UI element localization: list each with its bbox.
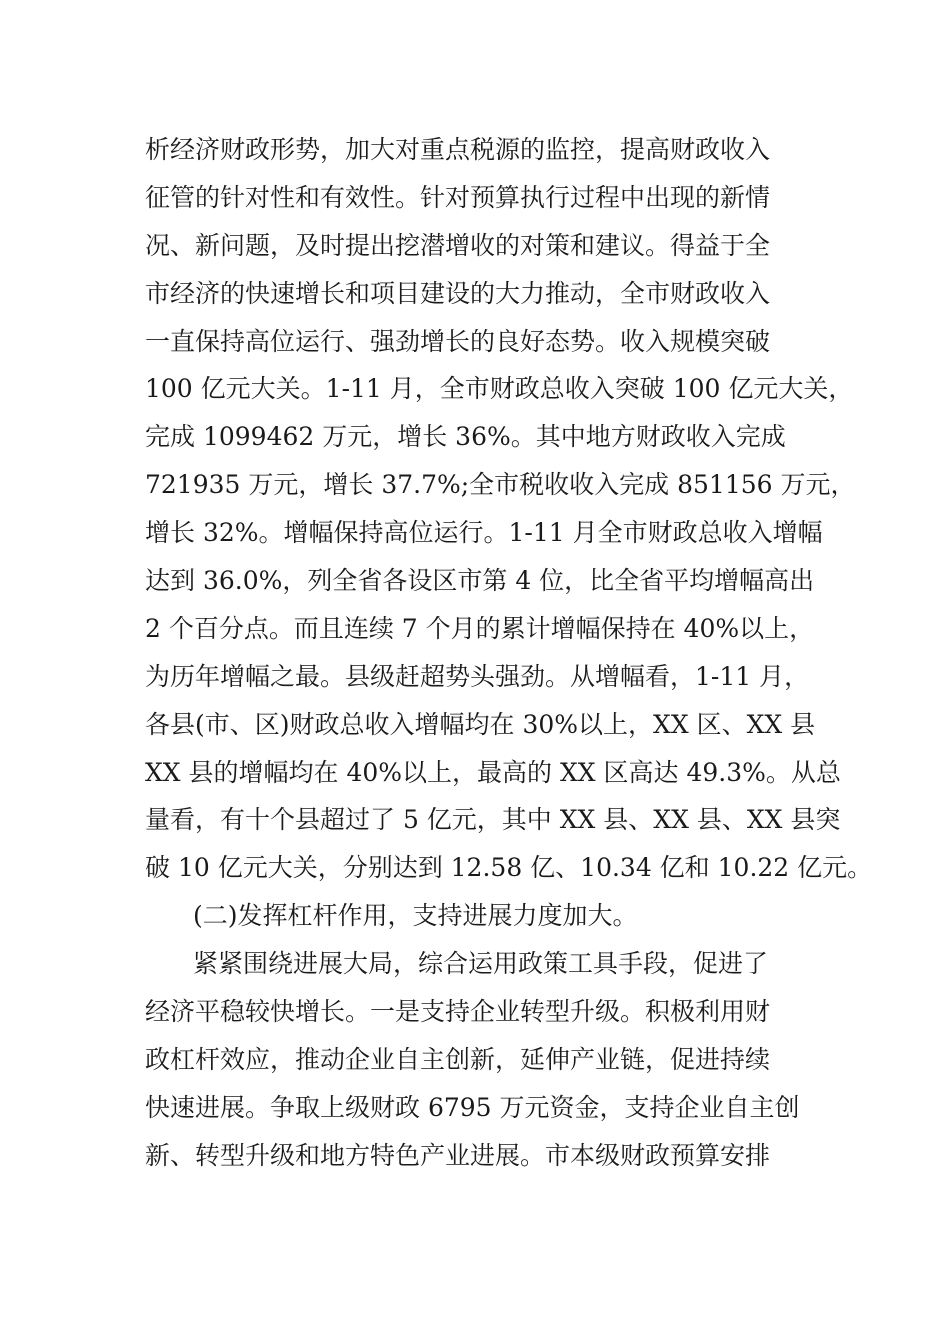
text-line: 量看，有十个县超过了 5 亿元，其中 XX 县、XX 县、XX 县突 [145,805,841,835]
text-line: 征管的针对性和有效性。针对预算执行过程中出现的新情 [145,182,771,212]
text-line: 市经济的快速增长和项目建设的大力推动，全市财政收入 [145,278,771,308]
text-line: 快速进展。争取上级财政 6795 万元资金，支持企业自主创 [145,1092,800,1122]
text-line: 析经济财政形势，加大对重点税源的监控，提高财政收入 [145,135,771,164]
text-line: 况、新问题，及时提出挖潜增收的对策和建议。得益于全 [145,230,771,260]
text-line: 破 10 亿元大关，分别达到 12.58 亿、10.34 亿和 10.22 亿元。 [145,853,873,883]
text-line: 为历年增幅之最。县级赶超势头强劲。从增幅看，1-11 月， [145,661,810,691]
text-line: 各县(市、区)财政总收入增幅均在 30%以上，XX 区、XX 县 [145,709,816,739]
body-text [145,126,873,1180]
text-line: 达到 36.0%，列全省各设区市第 4 位，比全省平均增幅高出 [145,566,815,596]
paragraph-first-line: 紧紧围绕进展大局，综合运用政策工具手段，促进了 [193,949,769,979]
text-line: 一直保持高位运行、强劲增长的良好态势。收入规模突破 [145,326,771,356]
text-line: 经济平稳较快增长。一是支持企业转型升级。积极利用财 [145,997,771,1027]
text-line: XX 县的增幅均在 40%以上，最高的 XX 区高达 49.3%。从总 [145,757,841,787]
text-line: 完成 1099462 万元，增长 36%。其中地方财政收入完成 [145,422,786,452]
section-heading: (二)发挥杠杆作用，支持进展力度加大。 [193,901,638,931]
text-line: 增长 32%。增幅保持高位运行。1-11 月全市财政总收入增幅 [145,518,823,548]
text-line: 721935 万元，增长 37.7%;全市税收收入完成 851156 万元， [145,470,856,500]
text-line: 新、转型升级和地方特色产业进展。市本级财政预算安排 [145,1140,771,1170]
text-line: 2 个百分点。而且连续 7 个月的累计增幅保持在 40%以上， [145,613,815,643]
text-line: 100 亿元大关。1-11 月，全市财政总收入突破 100 亿元大关， [145,374,854,404]
text-line: 政杠杆效应，推动企业自主创新，延伸产业链，促进持续 [145,1044,771,1074]
